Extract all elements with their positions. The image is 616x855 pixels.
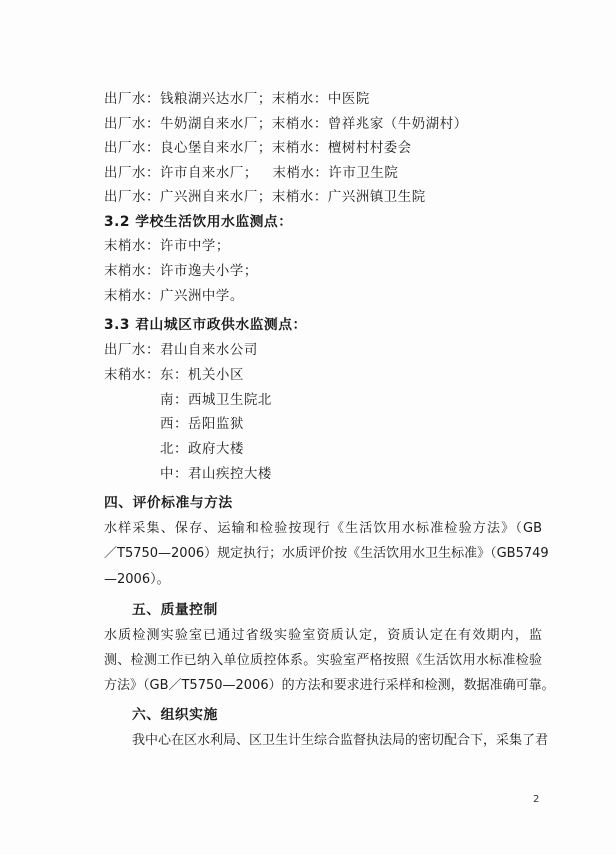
section-4-line-3: —2006）。 — [104, 572, 170, 587]
section-4-heading: 四、评价标准与方法 — [104, 495, 233, 511]
city-terminal-center: 中：君山疾控大楼 — [160, 467, 272, 482]
section-5-line-1: 水质检测实验室已通过省级实验室资质认定，资质认定在有效期内，监 — [104, 628, 542, 643]
section-3-3-heading: 3.3 君山城区市政供水监测点： — [104, 317, 307, 333]
list-item-supply-5: 出厂水：广兴洲自来水厂；末梢水：广兴洲镇卫生院 — [104, 190, 426, 205]
city-terminal-west: 西：岳阳监狱 — [160, 417, 244, 432]
list-item-school-1: 末梢水：许市中学； — [104, 239, 230, 254]
section-5-line-2: 测、检测工作已纳入单位质控体系。实验室严格按照《生活饮用水标准检验 — [104, 653, 542, 668]
city-outlet-water: 出厂水：君山自来水公司 — [104, 343, 258, 358]
page-number: 2 — [533, 794, 540, 805]
list-item-school-3: 末梢水：广兴洲中学。 — [104, 289, 244, 304]
section-6-heading: 六、组织实施 — [132, 707, 218, 723]
list-item-school-2: 末梢水：许市逸夫小学； — [104, 264, 258, 279]
city-terminal-north: 北：政府大楼 — [160, 442, 244, 457]
section-5-heading: 五、质量控制 — [132, 602, 218, 618]
city-terminal-south: 南：西城卫生院北 — [160, 393, 272, 408]
section-3-2-heading: 3.2 学校生活饮用水监测点： — [104, 214, 293, 230]
section-5-line-3: 方法》（GB／T5750—2006）的方法和要求进行采样和检测，数据准确可靠。 — [104, 678, 555, 693]
section-6-line-1: 我中心在区水利局、区卫生计生综合监督执法局的密切配合下，采集了君 — [132, 733, 549, 748]
list-item-supply-4: 出厂水：许市自来水厂； 末梢水：许市卫生院 — [104, 166, 399, 181]
city-terminal-label: 末稍水： — [104, 368, 160, 383]
list-item-supply-3: 出厂水：良心堡自来水厂；末梢水：檀树村村委会 — [104, 141, 412, 156]
section-4-line-2: ／T5750—2006）规定执行；水质评价按《生活饮用水卫生标准》（GB5749 — [104, 546, 549, 561]
list-item-supply-2: 出厂水：牛奶湖自来水厂；末梢水：曾祥兆家（牛奶湖村） — [104, 117, 468, 132]
section-4-line-1: 水样采集、保存、运输和检验按现行《生活饮用水标准检验方法》（GB — [104, 521, 542, 536]
list-item-supply-1: 出厂水：钱粮湖兴达水厂；末梢水：中医院 — [104, 92, 370, 107]
city-terminal-east: 东：机关小区 — [160, 368, 244, 383]
